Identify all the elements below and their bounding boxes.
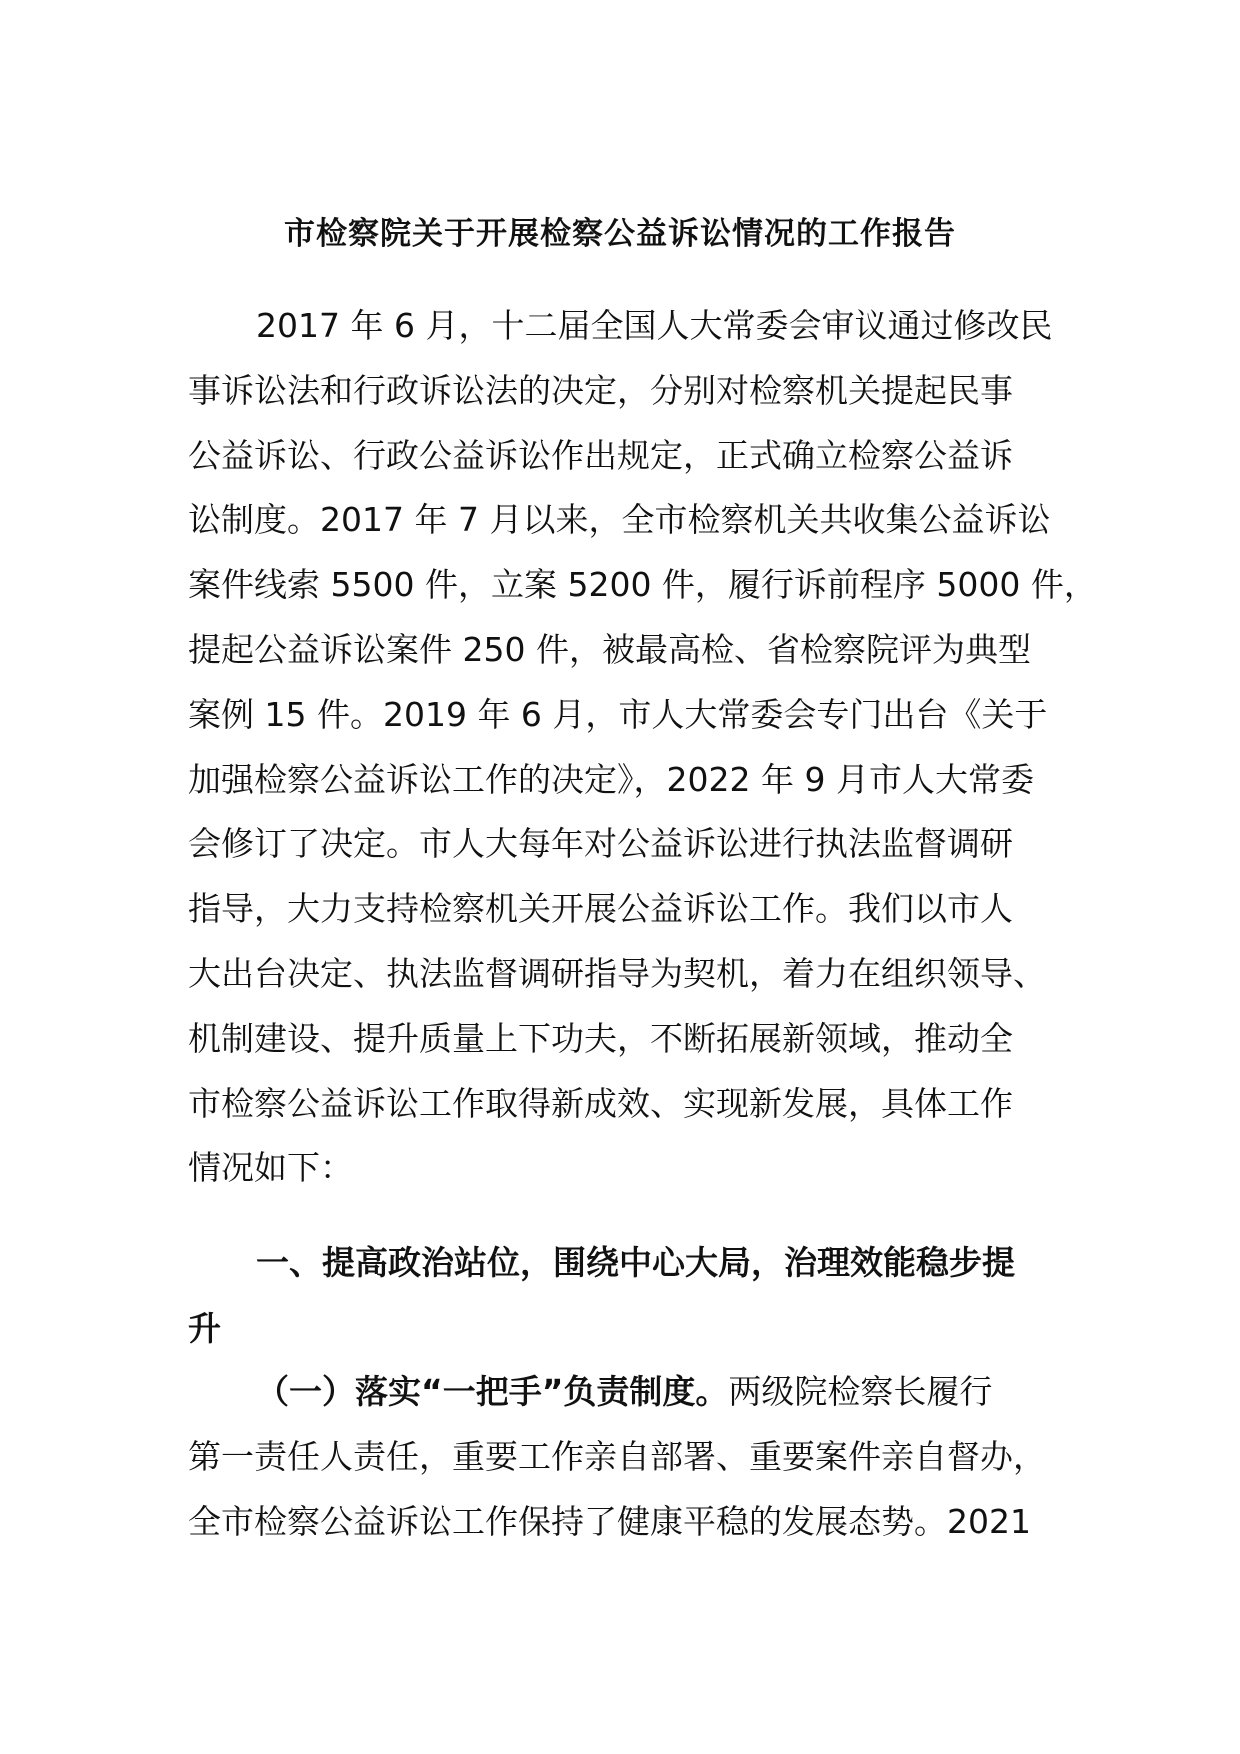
paragraph-line: 提起公益诉讼案件 250 件，被最高检、省检察院评为典型 <box>188 629 1031 669</box>
section-heading-1 <box>188 1230 1088 1362</box>
paragraph-line: 机制建设、提升质量上下功夫，不断拓展新领域，推动全 <box>188 1018 1013 1058</box>
paragraph-line: 事诉讼法和行政诉讼法的决定，分别对检察机关提起民事 <box>188 370 1013 410</box>
paragraph-line <box>188 1360 1088 1425</box>
paragraph-line: 市检察公益诉讼工作取得新成效、实现新发展，具体工作 <box>188 1083 1013 1123</box>
paragraph-line: 2017 年 6 月，十二届全国人大常委会审议通过修改民 <box>256 306 1053 345</box>
heading-line: 一、提高政治站位，围绕中心大局，治理效能稳步提 <box>256 1243 1015 1282</box>
paragraph-line: 会修订了决定。市人大每年对公益诉讼进行执法监督调研 <box>188 824 1013 864</box>
paragraph-line: 讼制度。2017 年 7 月以来，全市检察机关共收集公益诉讼 <box>188 500 1051 540</box>
paragraph-line: 公益诉讼、行政公益诉讼作出规定，正式确立检察公益诉 <box>188 435 1013 475</box>
subsection-1-paragraph <box>188 1360 1088 1554</box>
intro-paragraph <box>188 294 1097 1201</box>
subsection-lead-rest: 两级院检察长履行 <box>728 1372 993 1411</box>
heading-line: 升 <box>188 1309 221 1348</box>
paragraph-line: 加强检察公益诉讼工作的决定》，2022 年 9 月市人大常委 <box>188 759 1034 799</box>
paragraph-line: 指导，大力支持检察机关开展公益诉讼工作。我们以市人 <box>188 889 1013 929</box>
paragraph-line: 大出台决定、执法监督调研指导为契机，着力在组织领导、 <box>188 953 1046 993</box>
paragraph-line: 案例 15 件。2019 年 6 月，市人大常委会专门出台《关于 <box>188 694 1048 734</box>
paragraph-line: 全市检察公益诉讼工作保持了健康平稳的发展态势。2021 <box>188 1501 1031 1541</box>
paragraph-line: 案件线索 5500 件，立案 5200 件，履行诉前程序 5000 件， <box>188 565 1097 605</box>
subsection-lead: （一）落实“一把手”负责制度。 <box>256 1372 729 1411</box>
paragraph-line: 第一责任人责任，重要工作亲自部署、重要案件亲自督办， <box>188 1436 1046 1476</box>
document-title: 市检察院关于开展检察公益诉讼情况的工作报告 <box>284 216 956 252</box>
paragraph-line: 情况如下： <box>188 1148 353 1188</box>
